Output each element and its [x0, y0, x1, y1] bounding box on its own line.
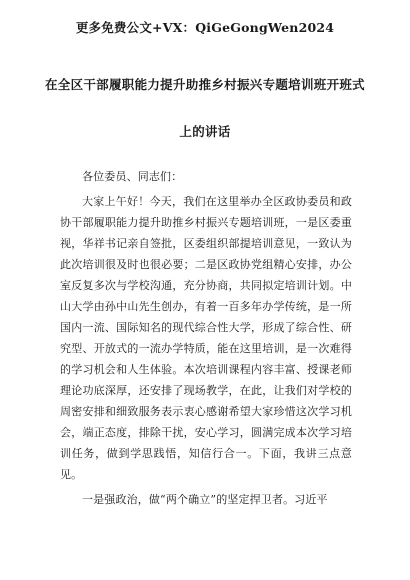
document-title-line-2: 上的讲话: [179, 124, 231, 139]
body-paragraph-2: 一是强政治，做“两个确立”的坚定捍卫者。习近平: [82, 493, 328, 506]
header-note: 更多免费公文+VX：QiGeGongWen2024: [75, 20, 335, 35]
salutation: 各位委员、同志们：: [82, 170, 183, 183]
document-body: [60, 166, 352, 510]
document-title-line-1: 在全区干部履职能力提升助推乡村振兴专题培训班开班式: [44, 77, 365, 92]
body-paragraph-1: 大家上午好！今天，我们在这里举办全区政协委员和政协干部履职能力提升助推乡村振兴专题培训班，一是区委重视，华祥书记亲自签批，区委组织部提培训意见，一致认为此次培训很及时也很必要；二是区政协党组精心安排，办公室反复多次与学校沟通，充分协商，共同拟定培训计划。中山大学由孙中山先生创办，有着一百多年办学传统，是一所国内一流、国际知名的现代综合性大学，形成了综合性、研究型、开放式的一流办学特质，能在这里培训，是一次难得的学习机会和人生体验。本次培训课程内容丰富、授课老师理论功底深厚，还安排了现场教学，在此，让我们对学校的周密安排和细致服务表示衷心感谢希望大家珍惜这次学习机会，端正态度，排除干扰，安心学习，圆满完成本次学习培训任务，做到学思践悟，知信行合一。下面，我讲三点意见。: [60, 195, 352, 481]
